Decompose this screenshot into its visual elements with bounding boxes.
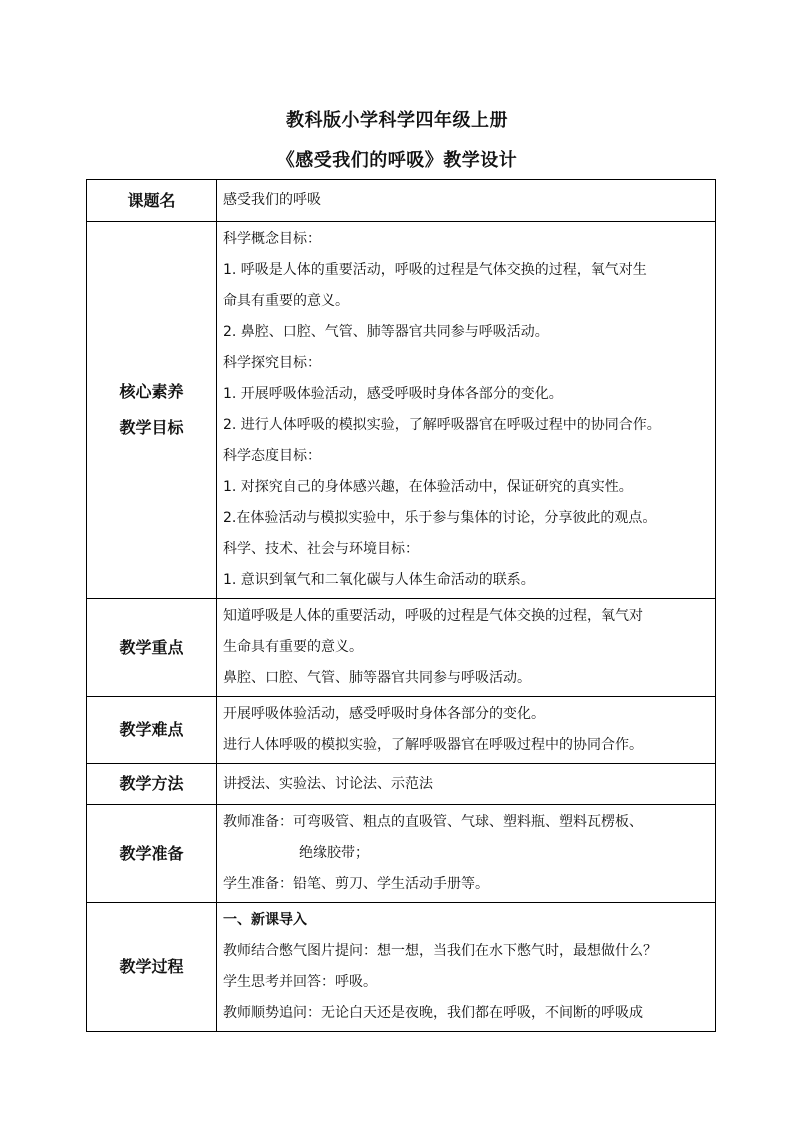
goals-label-line1: 核心素养 xyxy=(119,382,184,401)
row-label-preparation: 教学准备 xyxy=(87,805,217,903)
goal-line: 2.在体验活动与模拟实验中，乐于参与集体的讨论，分享彼此的观点。 xyxy=(223,510,657,526)
row-label-methods: 教学方法 xyxy=(87,764,217,805)
goal-line: 1. 开展呼吸体验活动，感受呼吸时身体各部分的变化。 xyxy=(223,386,563,402)
process-line: 教师结合憋气图片提问：想一想，当我们在水下憋气时，最想做什么？ xyxy=(223,943,657,959)
row-label-process: 教学过程 xyxy=(87,903,217,1032)
table-row-process xyxy=(87,903,716,1032)
goal-line: 1. 对探究自己的身体感兴趣，在体验活动中，保证研究的真实性。 xyxy=(223,479,633,495)
lesson-plan-table xyxy=(86,179,716,1032)
goal-line: 2. 鼻腔、口腔、气管、肺等器官共同参与呼吸活动。 xyxy=(223,324,549,340)
methods-text: 讲授法、实验法、讨论法、示范法 xyxy=(223,775,433,792)
goal-line: 科学态度目标： xyxy=(223,448,321,464)
key-point-line: 知道呼吸是人体的重要活动，呼吸的过程是气体交换的过程，氧气对 xyxy=(223,608,643,624)
table-row-goals xyxy=(87,222,716,599)
process-line: 教师顺势追问：无论白天还是夜晚，我们都在呼吸，不间断的呼吸成 xyxy=(223,1005,643,1021)
table-row-preparation xyxy=(87,805,716,903)
table-row-key-points xyxy=(87,599,716,697)
process-heading: 一、新课导入 xyxy=(223,912,307,928)
goal-line: 1. 呼吸是人体的重要活动，呼吸的过程是气体交换的过程，氧气对生 xyxy=(223,262,647,278)
preparation-line: 教师准备：可弯吸管、粗点的直吸管、气球、塑料瓶、塑料瓦楞板、 xyxy=(223,814,643,830)
document-title: 教科版小学科学四年级上册 xyxy=(286,110,508,131)
difficulty-line: 开展呼吸体验活动，感受呼吸时身体各部分的变化。 xyxy=(223,706,545,722)
row-value-methods xyxy=(217,764,716,805)
key-point-line: 鼻腔、口腔、气管、肺等器官共同参与呼吸活动。 xyxy=(223,670,531,686)
row-label-key-points: 教学重点 xyxy=(87,599,217,697)
row-value-difficulties xyxy=(217,697,716,764)
goal-line: 科学、技术、社会与环境目标： xyxy=(223,541,419,557)
table-row-methods xyxy=(87,764,716,805)
table-row-difficulties xyxy=(87,697,716,764)
topic-text: 感受我们的呼吸 xyxy=(223,192,321,208)
row-value-topic xyxy=(217,180,716,222)
key-point-line: 生命具有重要的意义。 xyxy=(223,639,363,655)
preparation-line: 学生准备：铅笔、剪刀、学生活动手册等。 xyxy=(223,876,489,892)
process-line: 学生思考并回答：呼吸。 xyxy=(223,974,377,990)
row-value-goals xyxy=(217,222,716,599)
table-row-topic xyxy=(87,180,716,222)
document-subtitle: 《感受我们的呼吸》教学设计 xyxy=(276,150,518,171)
goal-line: 科学概念目标： xyxy=(223,231,321,247)
preparation-line: 绝缘胶带； xyxy=(299,845,369,861)
row-label-difficulties: 教学难点 xyxy=(87,697,217,764)
goals-label-line2: 教学目标 xyxy=(119,418,184,437)
row-label-topic: 课题名 xyxy=(87,180,217,222)
row-value-key-points xyxy=(217,599,716,697)
goal-line: 2. 进行人体呼吸的模拟实验，了解呼吸器官在呼吸过程中的协同合作。 xyxy=(223,417,661,433)
goal-line: 命具有重要的意义。 xyxy=(223,293,349,309)
row-value-process xyxy=(217,903,716,1032)
row-value-preparation xyxy=(217,805,716,903)
difficulty-line: 进行人体呼吸的模拟实验，了解呼吸器官在呼吸过程中的协同合作。 xyxy=(223,737,643,753)
row-label-goals xyxy=(87,222,217,599)
goal-line: 科学探究目标： xyxy=(223,355,321,371)
goal-line: 1. 意识到氧气和二氧化碳与人体生命活动的联系。 xyxy=(223,572,535,588)
